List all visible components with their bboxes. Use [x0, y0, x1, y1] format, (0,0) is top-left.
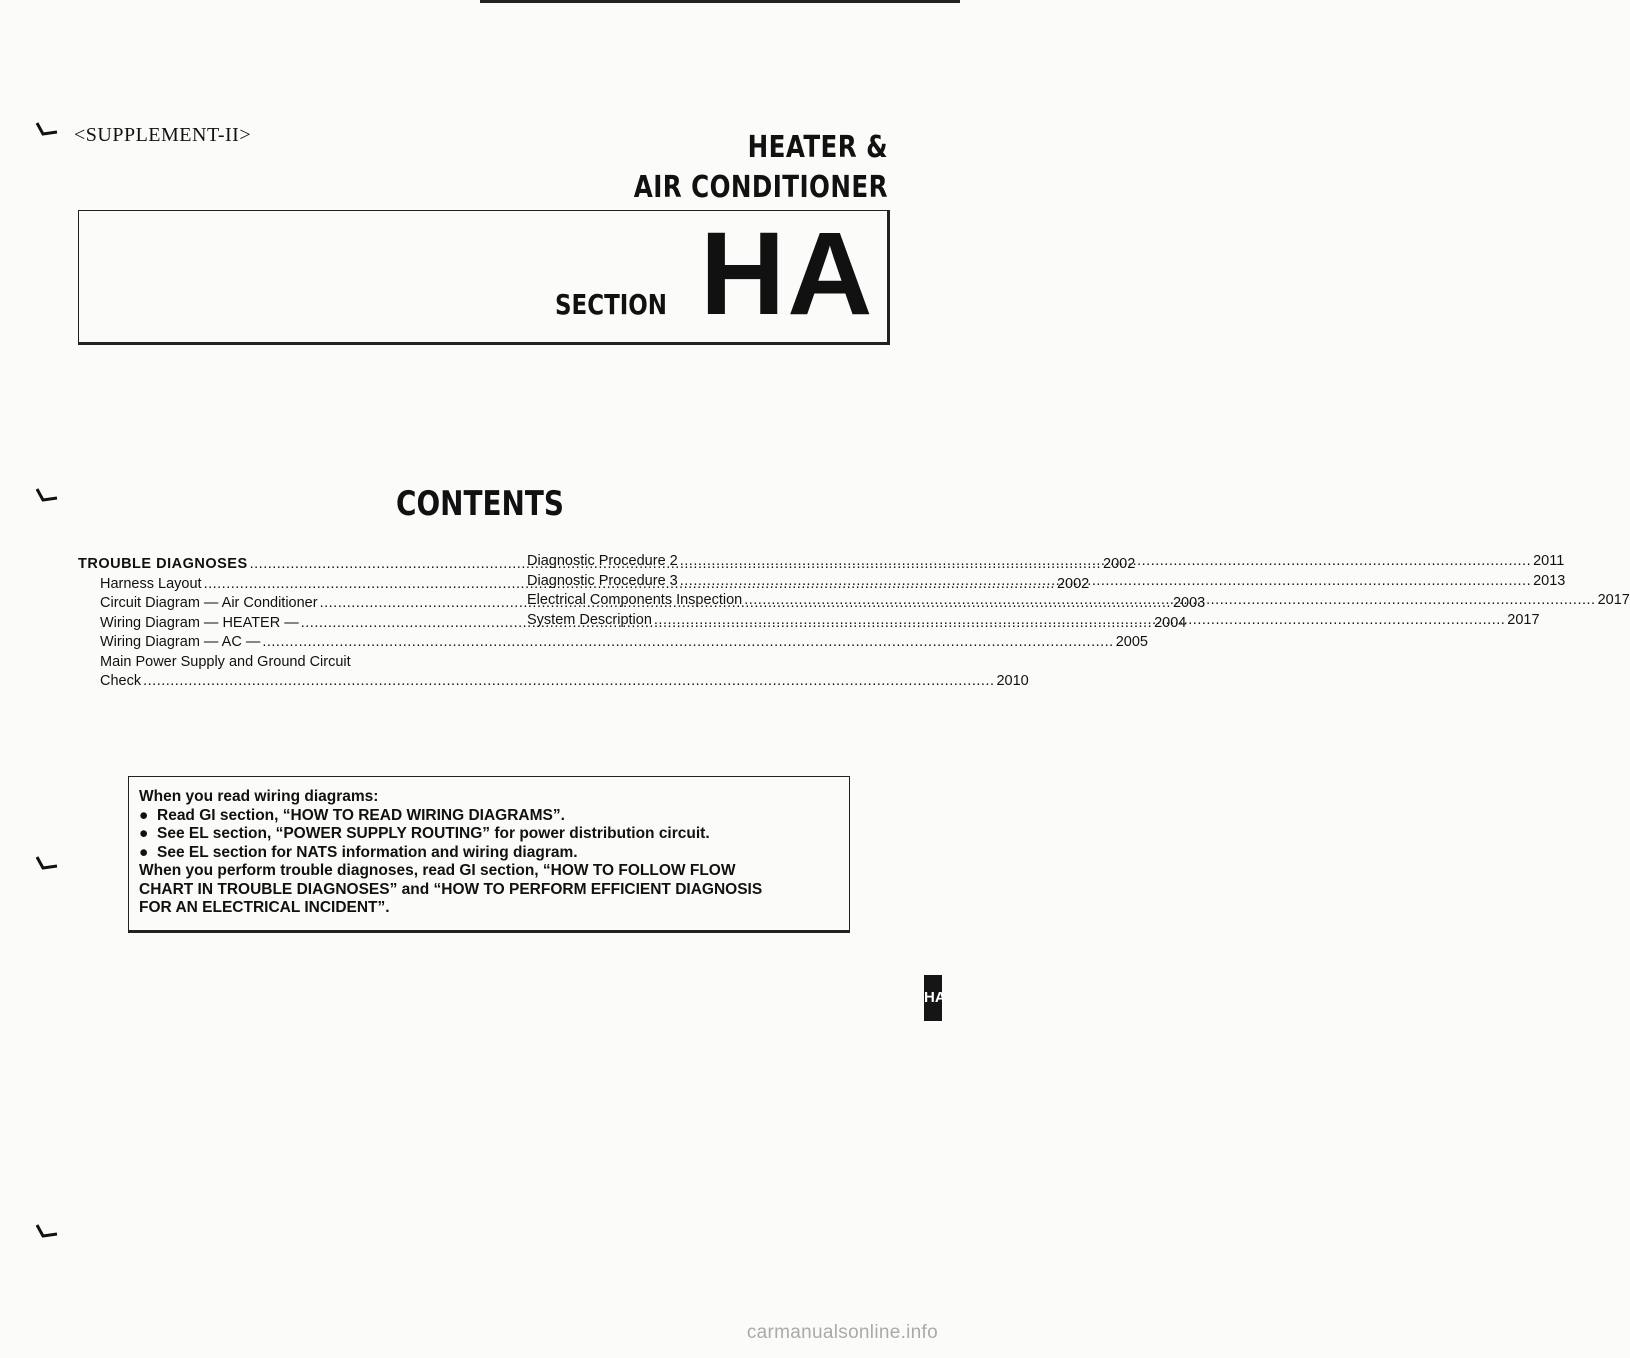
toc-entry-label: Wiring Diagram — AC —: [100, 634, 261, 650]
section-code: HA: [700, 208, 875, 340]
note-text: When you perform trouble diagnoses, read GI section, “HOW TO FOLLOW FLOW: [139, 862, 736, 879]
note-bullet: ● See EL section, “POWER SUPPLY ROUTING” for power distribution circuit.: [139, 825, 710, 842]
toc-leader: [143, 672, 994, 692]
toc-entry-label: Harness Layout: [100, 575, 202, 592]
section-tab[interactable]: HA: [924, 975, 942, 1021]
toc-entry-label: Check: [100, 673, 142, 689]
title-line-2: AIR CONDITIONER: [633, 170, 888, 205]
toc-entry[interactable]: [78, 672, 1029, 692]
corner-mark-icon: [36, 122, 58, 136]
corner-mark-icon: [36, 856, 58, 870]
top-rule: [480, 0, 960, 3]
toc-entry-label[interactable]: Main Power Supply and Ground Circuit: [100, 653, 351, 670]
toc-entry-page: 2003: [1172, 595, 1206, 611]
toc-entry-page: 2005: [1115, 634, 1148, 650]
wiring-note-box: [128, 776, 850, 933]
corner-mark-icon: [36, 1224, 58, 1238]
toc-entry-label: TROUBLE DIAGNOSES: [78, 556, 248, 572]
toc-entry[interactable]: [78, 633, 1148, 653]
supplement-label: <SUPPLEMENT-II>: [74, 124, 252, 146]
bullet-icon: ●: [139, 825, 149, 842]
contents-heading: CONTENTS: [396, 484, 564, 524]
toc-entry-label: Wiring Diagram — HEATER —: [100, 614, 299, 631]
toc-entry-page: 2013: [1533, 572, 1566, 589]
toc-entry-page: 2017: [1597, 592, 1630, 608]
note-bullet: ● Read GI section, “HOW TO READ WIRING DIAGRAMS”.: [139, 806, 565, 824]
toc-entry-page: 2011: [1533, 553, 1565, 569]
note-intro: When you read wiring diagrams:: [139, 788, 379, 805]
watermark: carmanualsonline.info: [746, 1322, 938, 1343]
title-line-1: HEATER &: [747, 130, 888, 165]
toc-entry-page: 2002: [1103, 556, 1136, 572]
note-bullet: ● See EL section for NATS information and wiring diagram.: [139, 843, 578, 861]
toc-entry-label: Diagnostic Procedure 3: [527, 572, 678, 589]
toc-leader: [680, 552, 1531, 572]
bullet-icon: ●: [139, 806, 149, 824]
toc-leader: [680, 572, 1531, 592]
toc-leader: [262, 633, 1113, 653]
toc-entry-label: Circuit Diagram — Air Conditioner: [100, 595, 318, 611]
toc-leader: [654, 611, 1505, 631]
bullet-icon: ●: [139, 843, 149, 861]
toc-entry-label: System Description: [527, 611, 652, 628]
toc-entry-label: Electrical Components Inspection: [527, 592, 743, 608]
section-word: SECTION: [555, 288, 668, 321]
page-title: [634, 128, 888, 208]
toc-entry-page: 2004: [1154, 614, 1187, 631]
toc-entry-page: 2017: [1507, 611, 1540, 628]
toc-entry-page: 2010: [996, 673, 1029, 689]
toc-entry-label: Diagnostic Procedure 2: [527, 553, 678, 569]
note-text: CHART IN TROUBLE DIAGNOSES” and “HOW TO PERFORM EFFICIENT DIAGNOSIS: [139, 880, 763, 898]
note-text: FOR AN ELECTRICAL INCIDENT”.: [139, 899, 390, 916]
toc-entry-page: 2002: [1056, 575, 1090, 592]
corner-mark-icon: [36, 488, 58, 502]
toc-leader: [744, 591, 1595, 611]
